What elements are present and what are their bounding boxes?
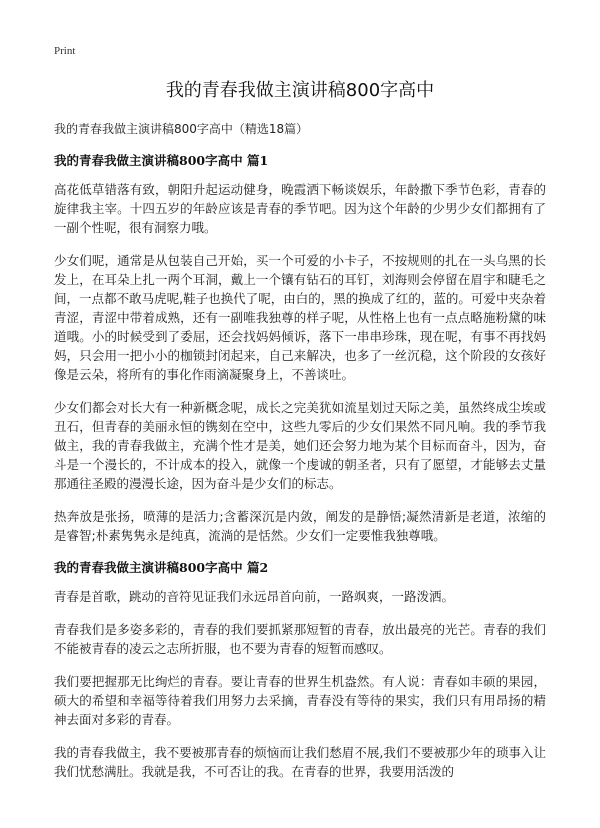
paragraph: 少女们都会对长大有一种新概念呢，成长之完美犹如流星划过天际之美，虽然终成尘埃或丑石，但青春的美丽永恒的镌刻在空中，这些九零后的少女们果然不同凡响。我的季节我做主，我的青春我做主，充满个性才是美，她们还会努力地为某个目标而奋斗，因为，奋斗是一个漫长的，不计成本的投入，就像一个虔诚的朝圣者，只有了愿望，才能够去丈量那通往圣殿的漫漫长途，因为奋斗是少女们的标志。: [54, 400, 546, 491]
paragraph: 我们要把握那无比绚烂的青春。要让青春的世界生机盎然。有人说：青春如丰硕的果园，硕大的希望和幸福等待着我们用努力去采摘，青春没有等待的果实，我们只有用昂扬的精神去面对多彩的青春。: [54, 674, 546, 727]
paragraph: 我的青春我做主，我不要被那青春的烦恼而让我们愁眉不展,我们不要被那少年的琐事入让我们忧愁满肚。我就是我，不可否让的我。在青春的世界，我要用活泼的: [54, 745, 546, 779]
section-1: [54, 152, 546, 545]
paragraph: 热奔放是张扬，喷薄的是活力;含蓄深沉是内敛，阐发的是静悟;凝然清新是老道，浓缩的是睿智;朴素隽隽永是纯真，流淌的是恬然。少女们一定要惟我独尊哦。: [54, 509, 546, 543]
section-heading: 我的青春我做主演讲稿800字高中 篇1: [54, 153, 269, 168]
paragraph: 青春是首歌，跳动的音符见证我们永远昂首向前，一路飒爽，一路泼洒。: [54, 589, 455, 604]
section-heading: 我的青春我做主演讲稿800字高中 篇2: [54, 560, 269, 575]
document-title: 我的青春我做主演讲稿800字高中: [165, 80, 435, 101]
document-subtitle: 我的青春我做主演讲稿800字高中（精选18篇）: [54, 122, 309, 136]
print-label[interactable]: Print: [54, 45, 76, 57]
document-body: [54, 146, 546, 795]
paragraph: 高花低草错落有致，朝阳升起运动健身，晚霞洒下畅谈娱乐，年龄撒下季节色彩，青春的旋律我主宰。十四五岁的年龄应该是青春的季节吧。因为这个年龄的少男少女们都拥有了一副个性呢，很有洞察力哦。: [54, 182, 546, 235]
section-2: [54, 559, 546, 781]
paragraph: 青春我们是多姿多彩的，青春的我们要抓紧那短暂的青春，放出最亮的光芒。青春的我们不能被青春的凌云之志所折服，也不要为青春的短暂而感叹。: [54, 622, 546, 656]
paragraph: 少女们呢，通常是从包装自己开始，买一个可爱的小卡子，不按规则的扎在一头乌黑的长发上，在耳朵上扎一两个耳洞，戴上一个镶有钻石的耳钉，刘海则会停留在眉宇和睫毛之间，一点都不敢马虎呢,鞋子也换代了呢，由白的，黑的换成了红的，蓝的。可爱中夹杂着青涩，青涩中带着成熟，还有一副唯我独尊的样子呢，从性格上也有一点点略施粉黛的味道哦。小的时候受到了委屈，还会找妈妈倾诉，落下一串串珍珠，现在呢，有事不再找妈妈，只会用一把小小的枷锁封闭起来，自己来解决，也多了一丝沉稳，这个阶段的女孩好像是云朵，将所有的事化作雨滴凝聚身上，不善谈吐。: [54, 253, 546, 382]
